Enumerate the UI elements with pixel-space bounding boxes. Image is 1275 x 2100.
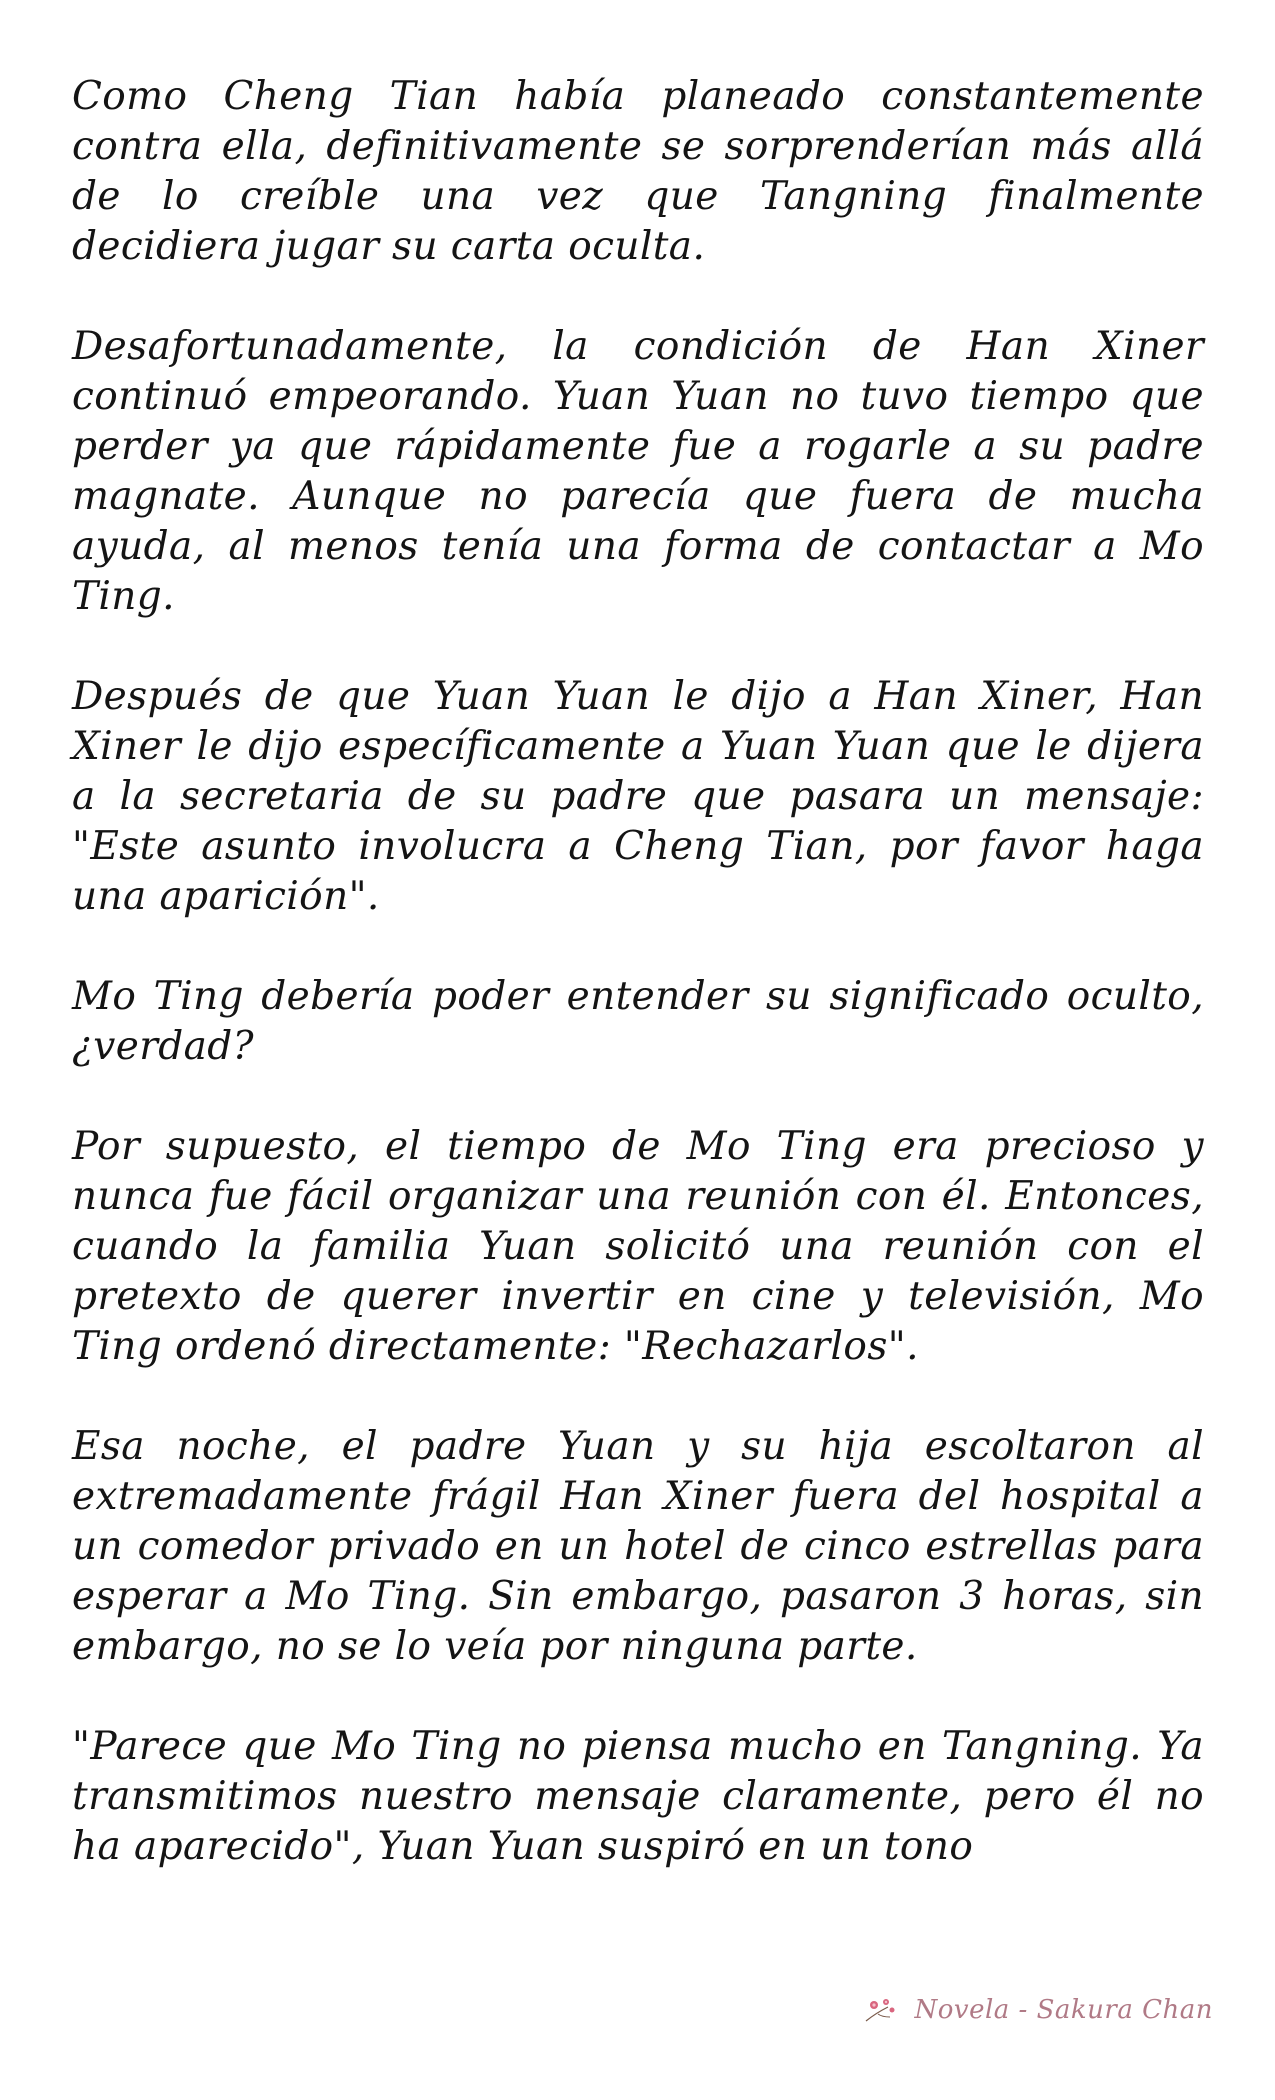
paragraph-4: Mo Ting debería poder entender su significado oculto, ¿verdad? — [72, 974, 1204, 1069]
paragraph-2: Desafortunadamente, la condición de Han Xiner continuó empeorando. Yuan Yuan no tuvo tiempo que perder ya que rápidamente fue a rogarle a su padre magnate. Aunque no parecía que fuera de mucha ayuda, al menos tenía una forma de contactar a Mo Ting. — [72, 324, 1204, 619]
paragraph-6: Esa noche, el padre Yuan y su hija escoltaron al extremadamente frágil Han Xiner fuera del hospital a un comedor privado en un hotel de cinco estrellas para esperar a Mo Ting. Sin embargo, pasaron 3 horas, sin embargo, no se lo veía por ninguna parte. — [72, 1424, 1204, 1669]
paragraph-1: Como Cheng Tian había planeado constantemente contra ella, definitivamente se sorprenderían más allá de lo creíble una vez que Tangning finalmente decidiera jugar su carta oculta. — [72, 74, 1204, 269]
document-page — [72, 72, 1204, 1922]
watermark — [862, 1995, 1213, 2025]
watermark-text: Novela - Sakura Chan — [914, 1995, 1213, 2025]
paragraph-3: Después de que Yuan Yuan le dijo a Han Xiner, Han Xiner le dijo específicamente a Yuan Yuan que le dijera a la secretaria de su padre que pasara un mensaje: "Este asunto involucra a Cheng Tian, por favor haga una aparición". — [72, 674, 1204, 919]
paragraph-7: "Parece que Mo Ting no piensa mucho en Tangning. Ya transmitimos nuestro mensaje claramente, pero él no ha aparecido", Yuan Yuan suspiró en un tono — [72, 1724, 1204, 1869]
sakura-flower-icon — [862, 1995, 902, 2025]
paragraph-5: Por supuesto, el tiempo de Mo Ting era precioso y nunca fue fácil organizar una reunión con él. Entonces, cuando la familia Yuan solicitó una reunión con el pretexto de querer invertir en cine y televisión, Mo Ting ordenó directamente: "Rechazarlos". — [72, 1124, 1204, 1369]
